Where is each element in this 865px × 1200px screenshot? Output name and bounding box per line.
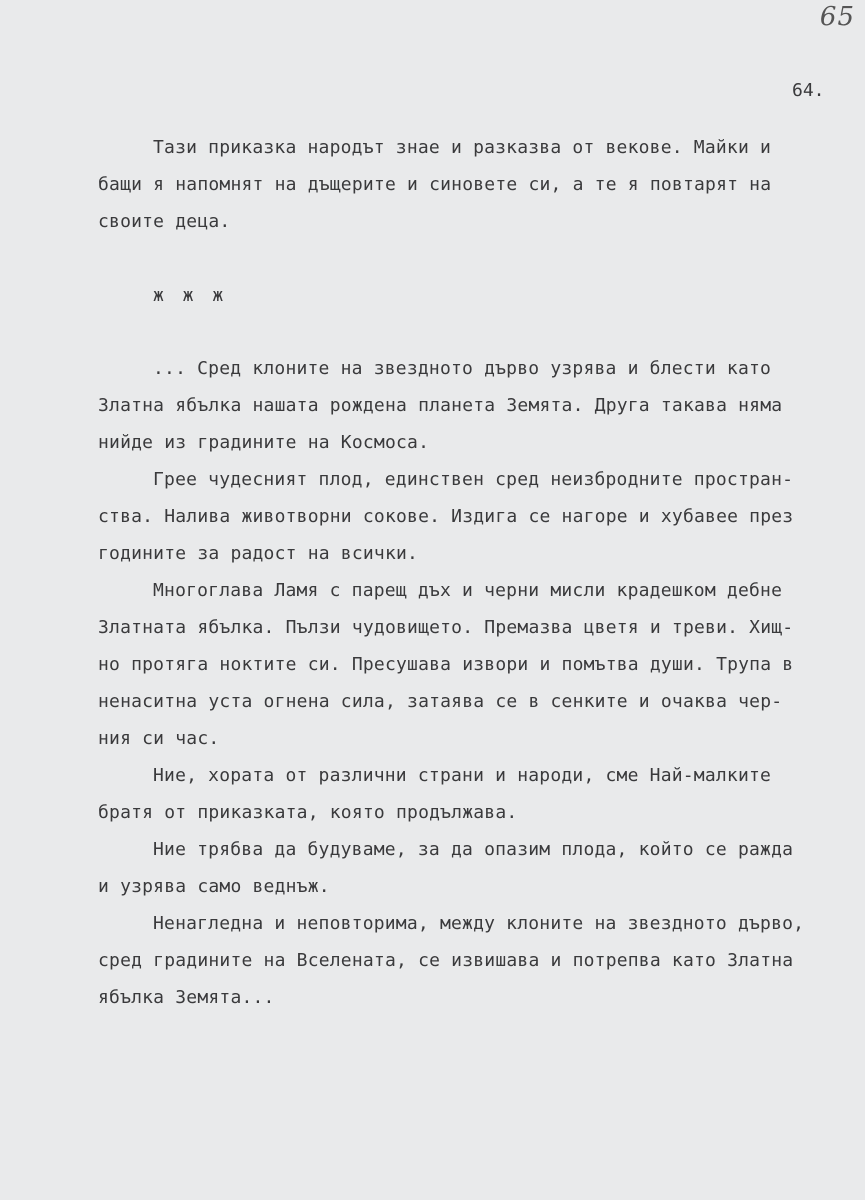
body-line: ненаситна уста огнена сила, затаява се в сенките и очаква чер- [98, 691, 783, 712]
body-line: Многоглава Ламя с парещ дъх и черни мисли крадешком дебне [153, 580, 783, 601]
body-line: ства. Налива животворни сокове. Издига се нагоре и хубавее през [98, 506, 794, 527]
body-line: и узрява само веднъж. [98, 876, 330, 897]
body-line: нийде из градините на Космоса. [98, 432, 430, 453]
intro-line: бащи я напомнят на дъщерите и синовете си, а те я повтарят на [98, 174, 772, 195]
body-line: ... Сред клоните на звездното дърво узрява и блести като [153, 358, 772, 379]
handwritten-page-number: 65 [819, 2, 855, 32]
body-line: сред градините на Вселената, се извишава и потрепва като Златна [98, 950, 794, 971]
body-line: Грее чудесният плод, единствен сред неизбродните простран- [153, 469, 794, 490]
body-line: Златна ябълка нашата рождена планета Земята. Друга такава няма [98, 395, 783, 416]
intro-line: своите деца. [98, 211, 231, 232]
body-line: Ние, хората от различни страни и народи, сме Най-малките [153, 765, 772, 786]
body-line: но протяга ноктите си. Пресушава извори и помътва души. Трупа в [98, 654, 794, 675]
body-line: ния си час. [98, 728, 220, 749]
typed-page-number: 64. [792, 80, 825, 101]
body-line: Ние трябва да будуваме, за да опазим плода, който се ражда [153, 839, 794, 860]
body-line: братя от приказката, която продължава. [98, 802, 518, 823]
body-line: Ненагледна и неповторима, между клоните на звездното дърво, [153, 913, 805, 934]
body-line: годините за радост на всички. [98, 543, 419, 564]
body-line: ябълка Земята... [98, 987, 275, 1008]
body-line: Златната ябълка. Пълзи чудовището. Премазва цветя и треви. Хищ- [98, 617, 794, 638]
intro-line: Тази приказка народът знае и разказва от векове. Майки и [153, 137, 772, 158]
section-separator: ж ж ж [153, 285, 228, 306]
